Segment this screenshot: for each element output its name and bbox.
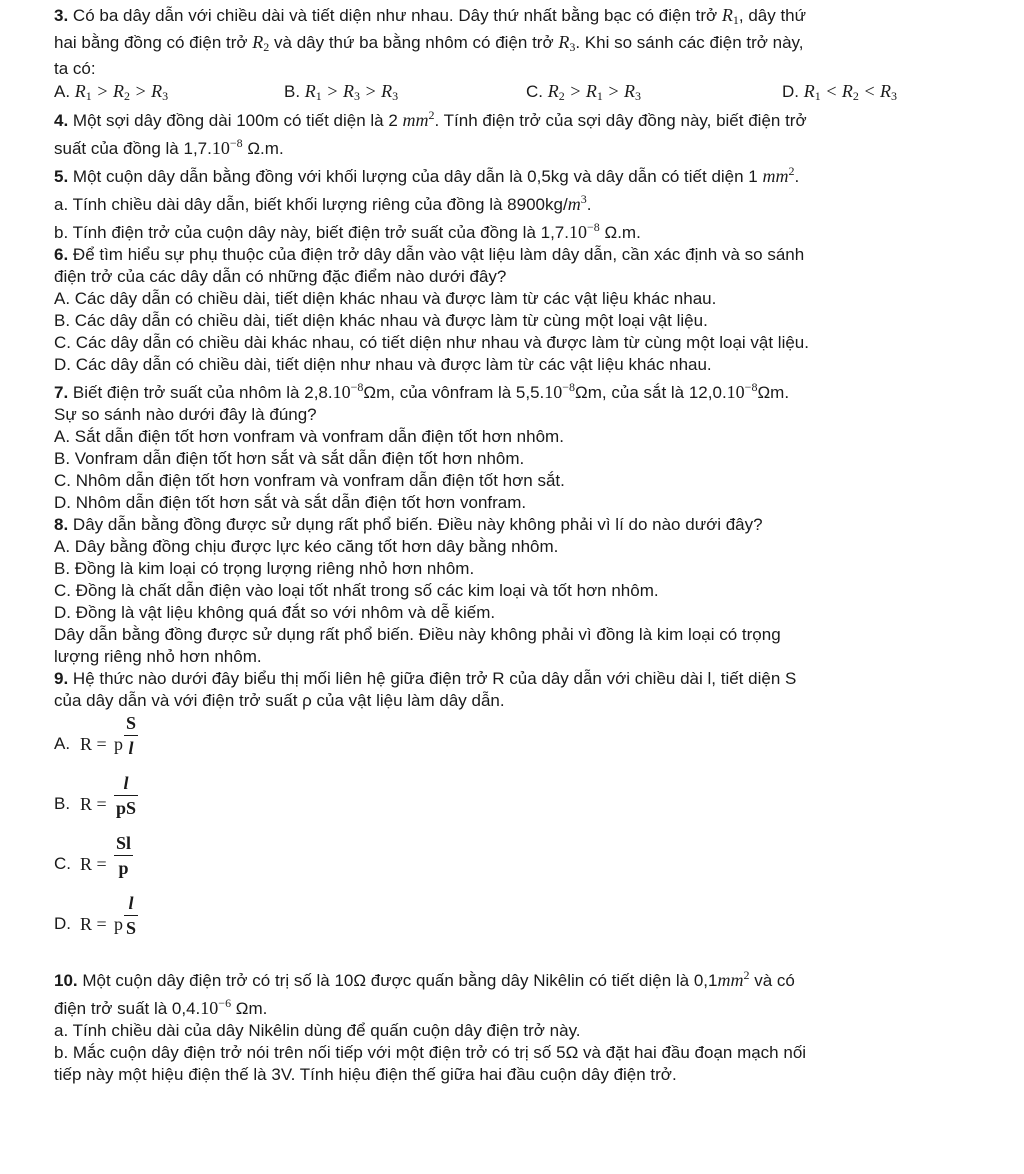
q9-option-d: D. R = p l S bbox=[54, 893, 137, 938]
q3-option-b: B. $R_1 > R_3 > R_3$ bbox=[284, 81, 399, 103]
q8-answer-line-1: Dây dẫn bằng đồng được sử dụng rất phổ biến. Điều này không phải vì đồng là kim loại có trọng bbox=[54, 625, 781, 644]
q7-option-b: B. Vonfram dẫn điện tốt hơn sắt và sắt dẫn điện tốt hơn nhôm. bbox=[54, 449, 525, 468]
q9-line-2: của dây dẫn và với điện trở suất ρ của vật liệu làm dây dẫn. bbox=[54, 691, 505, 710]
q10-part-a: a. Tính chiều dài của dây Nikêlin dùng để quấn cuộn dây điện trở này. bbox=[54, 1021, 581, 1040]
q7-option-d: D. Nhôm dẫn điện tốt hơn sắt và sắt dẫn điện tốt hơn vonfram. bbox=[54, 493, 527, 512]
q5-line-1: 5. Một cuộn dây dẫn bằng đồng với khối lượng của dây dẫn là 0,5kg và dây dẫn có tiết diện 1 $mm^2$. bbox=[54, 164, 800, 186]
q6-line-2: điện trở của các dây dẫn có những đặc điểm nào dưới đây? bbox=[54, 267, 507, 286]
q3-line-1: 3. Có ba dây dẫn với chiều dài và tiết diện như nhau. Dây thứ nhất bằng bạc có điện trở $R_1$, dây thứ bbox=[54, 5, 807, 27]
q6-line-1: 6. Để tìm hiểu sự phụ thuộc của điện trở dây dẫn vào vật liệu làm dây dẫn, cần xác định và so sánh bbox=[54, 245, 805, 264]
q8-option-b: B. Đồng là kim loại có trọng lượng riêng nhỏ hơn nhôm. bbox=[54, 559, 475, 578]
q9-option-a: A. R = p S l bbox=[54, 713, 137, 758]
q5-part-a: a. Tính chiều dài dây dẫn, biết khối lượng riêng của đồng là $8900kg/m^3$. bbox=[54, 192, 592, 214]
q6-option-d: D. Các dây dẫn có chiều dài, tiết diện như nhau và được làm từ các vật liệu khác nhau. bbox=[54, 355, 712, 374]
q9-option-b: B. R = l pS bbox=[54, 773, 137, 818]
q10-line-2: điện trở suất là $0,4.10^{-6}$ Ωm. bbox=[54, 996, 268, 1018]
q3-option-c: C. $R_2 > R_1 > R_3$ bbox=[526, 81, 642, 103]
q9-option-c: C. R = Sl p bbox=[54, 833, 132, 878]
q7-option-a: A. Sắt dẫn điện tốt hơn vonfram và vonfram dẫn điện tốt hơn nhôm. bbox=[54, 427, 564, 446]
q8-answer-line-2: lượng riêng nhỏ hơn nhôm. bbox=[54, 647, 262, 666]
q10-part-b-line-1: b. Mắc cuộn dây điện trở nói trên nối tiếp với một điện trở có trị số 5Ω và đặt hai đầu đoạn mạch nối bbox=[54, 1043, 807, 1062]
q3-option-a: A. $R_1 > R_2 > R_3$ bbox=[54, 81, 169, 103]
q8-line-1: 8. Dây dẫn bằng đồng được sử dụng rất phổ biến. Điều này không phải vì lí do nào dưới đây? bbox=[54, 515, 763, 534]
q6-option-b: B. Các dây dẫn có chiều dài, tiết diện khác nhau và được làm từ cùng một loại vật liệu. bbox=[54, 311, 708, 330]
q7-option-c: C. Nhôm dẫn điện tốt hơn vonfram và vonfram dẫn điện tốt hơn sắt. bbox=[54, 471, 565, 490]
q8-option-c: C. Đồng là chất dẫn điện vào loại tốt nhất trong số các kim loại và tốt hơn nhôm. bbox=[54, 581, 659, 600]
q3-line-2: hai bằng đồng có điện trở $R_2$ và dây thứ ba bằng nhôm có điện trở $R_3$. Khi so sánh các điện trở này, bbox=[54, 32, 804, 54]
q7-line-2: Sự so sánh nào dưới đây là đúng? bbox=[54, 405, 317, 424]
q10-part-b-line-2: tiếp này một hiệu điện thế là 3V. Tính hiệu điện thế giữa hai đầu cuộn dây điện trở. bbox=[54, 1065, 677, 1084]
q4-line-1: 4. Một sợi dây đồng dài 100m có tiết diện là 2 $mm^2$. Tính điện trở của sợi dây đồng này, biết điện trở bbox=[54, 108, 807, 130]
q10-line-1: 10. Một cuộn dây điện trở có trị số là 10Ω được quấn bằng dây Nikêlin có tiết diện là $0,1mm^2$ và có bbox=[54, 968, 795, 990]
q9-line-1: 9. Hệ thức nào dưới đây biểu thị mối liên hệ giữa điện trở R của dây dẫn với chiều dài l, tiết diện S bbox=[54, 669, 797, 688]
q6-option-a: A. Các dây dẫn có chiều dài, tiết diện khác nhau và được làm từ các vật liệu khác nhau. bbox=[54, 289, 717, 308]
q5-part-b: b. Tính điện trở của cuộn dây này, biết điện trở suất của đồng là $1,7.10^{-8}$ Ω.m. bbox=[54, 220, 641, 242]
q4-line-2: suất của đồng là $1,7.10^{-8}$ Ω.m. bbox=[54, 136, 284, 158]
q7-line-1: 7. Biết điện trở suất của nhôm là $2,8.10^{-8}\Omega m$, của vônfram là $5,5.10^{-8}\Omega m$, của sắt là $12,0.10^{-8}\Omega m$. bbox=[54, 380, 790, 402]
document-page bbox=[54, 4, 994, 1086]
q3-options bbox=[54, 80, 994, 104]
r1-symbol: $R_1$ bbox=[721, 5, 739, 27]
q8-option-d: D. Đồng là vật liệu không quá đắt so với nhôm và dễ kiếm. bbox=[54, 603, 496, 622]
q3-option-d: D. $R_1 < R_2 < R_3$ bbox=[782, 81, 898, 103]
q8-option-a: A. Dây bằng đồng chịu được lực kéo căng tốt hơn dây bằng nhôm. bbox=[54, 537, 559, 556]
q6-option-c: C. Các dây dẫn có chiều dài khác nhau, có tiết diện như nhau và được làm từ cùng một loại vật liệu. bbox=[54, 333, 809, 352]
q3-line-3: ta có: bbox=[54, 59, 96, 78]
